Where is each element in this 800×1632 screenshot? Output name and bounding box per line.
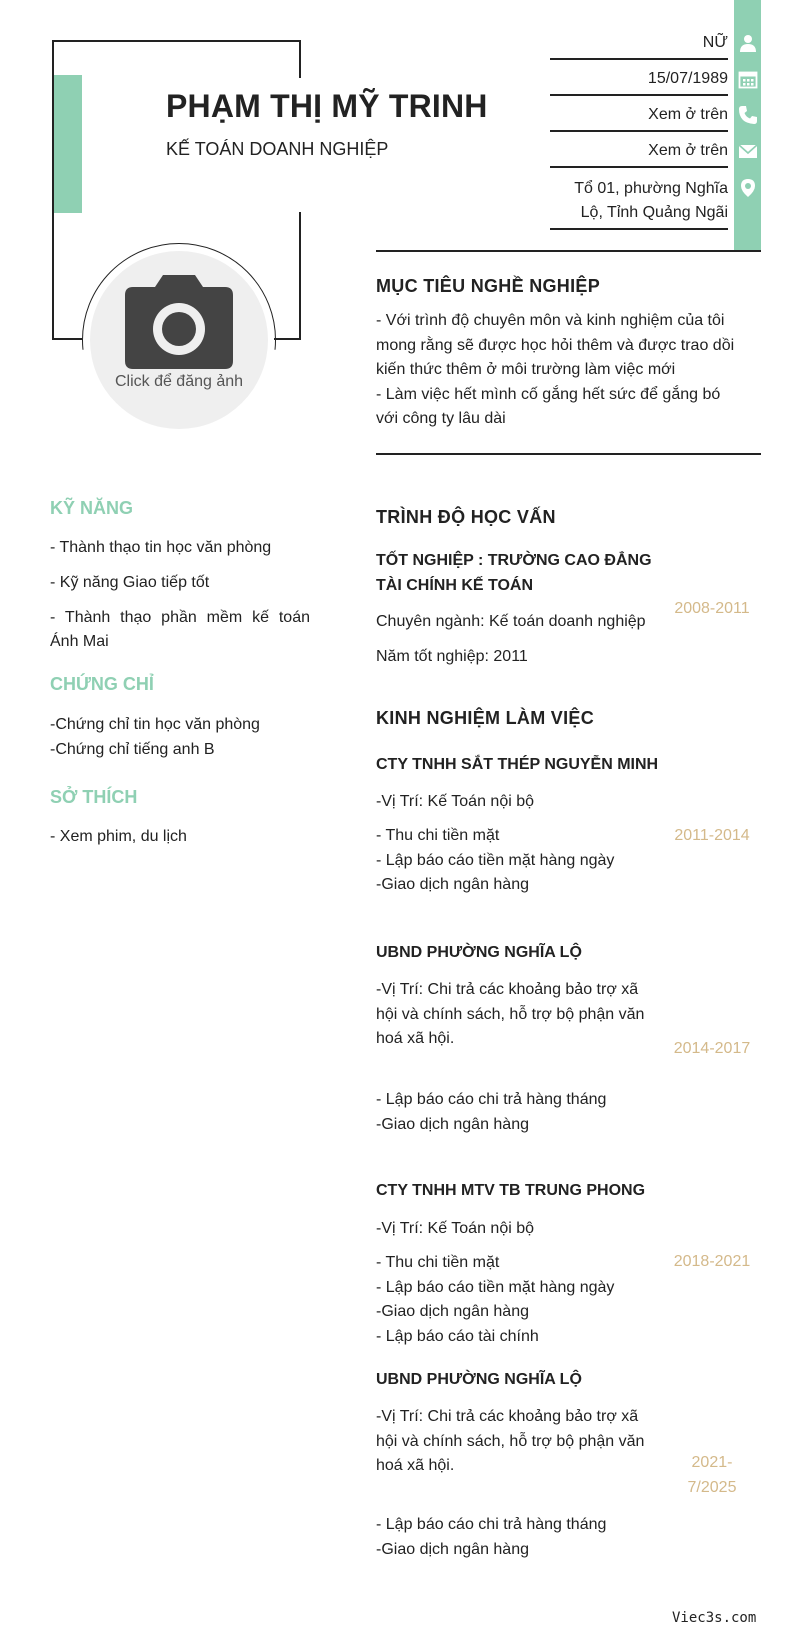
certificates-title: CHỨNG CHỈ — [50, 674, 154, 694]
section-divider — [376, 453, 761, 455]
address-line-2: Lộ, Tỉnh Quảng Ngãi — [580, 204, 728, 221]
job-position-line: hội và chính sách, hỗ trợ bộ phận văn — [376, 1432, 645, 1450]
job-years-line: 2021- — [691, 1454, 733, 1471]
objective-line: mong rằng sẽ được học hỏi thêm và được trao dồi — [376, 336, 735, 354]
header-frame-bottom-right — [274, 338, 301, 340]
job-company: UBND PHƯỜNG NGHĨA LỘ — [376, 1371, 582, 1388]
site-watermark: Viec3s.com — [672, 1610, 757, 1626]
divider — [550, 228, 728, 230]
job-task: - Lập báo cáo tiền mặt hàng ngày — [376, 1278, 615, 1296]
job-tasks — [376, 824, 614, 898]
birthdate-value: 15/07/1989 — [647, 70, 728, 87]
school-name — [376, 549, 652, 598]
header-frame-bottom-left — [52, 338, 82, 340]
job-task: - Thu chi tiền mặt — [376, 1254, 500, 1271]
job-position — [376, 1405, 644, 1479]
job-position: -Vị Trí: Kế Toán nội bộ — [376, 1220, 535, 1237]
experience-title: KINH NGHIỆM LÀM VIỆC — [376, 708, 595, 728]
camera-icon[interactable] — [125, 275, 233, 371]
job-task: - Lập báo cáo chi trả hàng tháng — [376, 1516, 607, 1533]
location-pin-icon — [738, 178, 758, 198]
job-company: CTY TNHH MTV TB TRUNG PHONG — [376, 1182, 646, 1199]
hobby-item: - Xem phim, du lịch — [50, 828, 187, 845]
section-divider — [376, 250, 761, 252]
objective-line: với công ty lâu dài — [376, 410, 506, 427]
objective-text — [376, 309, 734, 432]
objective-line: - Với trình độ chuyên môn và kinh nghiệm của tôi — [376, 312, 725, 329]
certificate-item: -Chứng chỉ tin học văn phòng — [50, 716, 260, 733]
objective-line: kiến thức thêm ở môi trường làm việc mới — [376, 361, 676, 378]
job-position-line: hoá xã hội. — [376, 1457, 455, 1474]
header-frame-top — [52, 40, 300, 42]
address-line-1: Tổ 01, phường Nghĩa — [574, 180, 728, 197]
job-company: UBND PHƯỜNG NGHĨA LỘ — [376, 944, 582, 961]
job-position — [376, 978, 644, 1052]
job-tasks — [376, 1251, 614, 1349]
job-title: KẾ TOÁN DOANH NGHIỆP — [166, 139, 389, 159]
hobbies-title: SỞ THÍCH — [50, 787, 138, 807]
education-major: Chuyên ngành: Kế toán doanh nghiệp — [376, 613, 646, 630]
job-years: 2014-2017 — [673, 1040, 751, 1057]
job-years-line: 7/2025 — [687, 1478, 737, 1496]
skill-item: - Kỹ năng Giao tiếp tốt — [50, 574, 210, 591]
job-task: - Lập báo cáo tiền mặt hàng ngày — [376, 851, 615, 869]
skill-item-continued: Ánh Mai — [50, 633, 109, 650]
school-name-line: TỐT NGHIỆP : TRƯỜNG CAO ĐẲNG — [376, 552, 652, 569]
phone-value: Xem ở trên — [648, 106, 728, 123]
job-task: - Thu chi tiền mặt — [376, 827, 500, 844]
job-task: -Giao dịch ngân hàng — [376, 1115, 529, 1133]
job-company: CTY TNHH SẮT THÉP NGUYỄN MINH — [376, 756, 659, 773]
objective-title: MỤC TIÊU NGHỀ NGHIỆP — [376, 276, 601, 296]
header-frame-right-lower — [299, 212, 301, 340]
divider — [550, 94, 728, 96]
divider — [550, 130, 728, 132]
candidate-name: PHẠM THỊ MỸ TRINH — [166, 88, 488, 124]
divider — [550, 166, 728, 168]
job-position: -Vị Trí: Kế Toán nội bộ — [376, 793, 535, 810]
calendar-icon — [738, 69, 758, 89]
gender-value: NỮ — [702, 34, 728, 51]
education-grad-year: Năm tốt nghiệp: 2011 — [376, 648, 528, 665]
skill-item: - Thành thạo phần mềm kế toán — [50, 609, 310, 626]
job-task: -Giao dịch ngân hàng — [376, 1303, 529, 1320]
job-position-line: -Vị Trí: Chi trả các khoảng bảo trợ xã — [376, 981, 639, 998]
job-tasks — [376, 1513, 606, 1562]
job-position-line: hoá xã hội. — [376, 1030, 455, 1047]
education-years: 2008-2011 — [674, 600, 750, 617]
photo-upload-label[interactable]: Click để đăng ảnh — [114, 373, 244, 390]
header-frame-right — [299, 40, 301, 78]
email-value: Xem ở trên — [648, 142, 728, 159]
job-years: 2011-2014 — [674, 827, 750, 844]
divider — [550, 58, 728, 60]
accent-block — [54, 75, 82, 213]
job-task: - Lập báo cáo chi trả hàng tháng — [376, 1091, 607, 1108]
job-tasks — [376, 1088, 606, 1137]
job-years — [662, 1451, 762, 1500]
skills-title: KỸ NĂNG — [50, 498, 134, 518]
phone-icon — [738, 105, 758, 125]
job-task: -Giao dịch ngân hàng — [376, 876, 529, 893]
job-position-line: -Vị Trí: Chi trả các khoảng bảo trợ xã — [376, 1408, 639, 1425]
job-years: 2018-2021 — [673, 1253, 751, 1270]
skill-item: - Thành thạo tin học văn phòng — [50, 539, 272, 556]
user-icon — [738, 33, 758, 53]
education-title: TRÌNH ĐỘ HỌC VẤN — [376, 507, 556, 527]
job-task: -Giao dịch ngân hàng — [376, 1540, 529, 1558]
job-position-line: hội và chính sách, hỗ trợ bộ phận văn — [376, 1005, 645, 1023]
certificate-item: -Chứng chỉ tiếng anh B — [50, 741, 215, 758]
school-name-line: TÀI CHÍNH KẾ TOÁN — [376, 576, 534, 594]
job-task: - Lập báo cáo tài chính — [376, 1327, 539, 1345]
objective-line: - Làm việc hết mình cố gắng hết sức để gắng bó — [376, 385, 721, 403]
mail-icon — [738, 141, 758, 161]
